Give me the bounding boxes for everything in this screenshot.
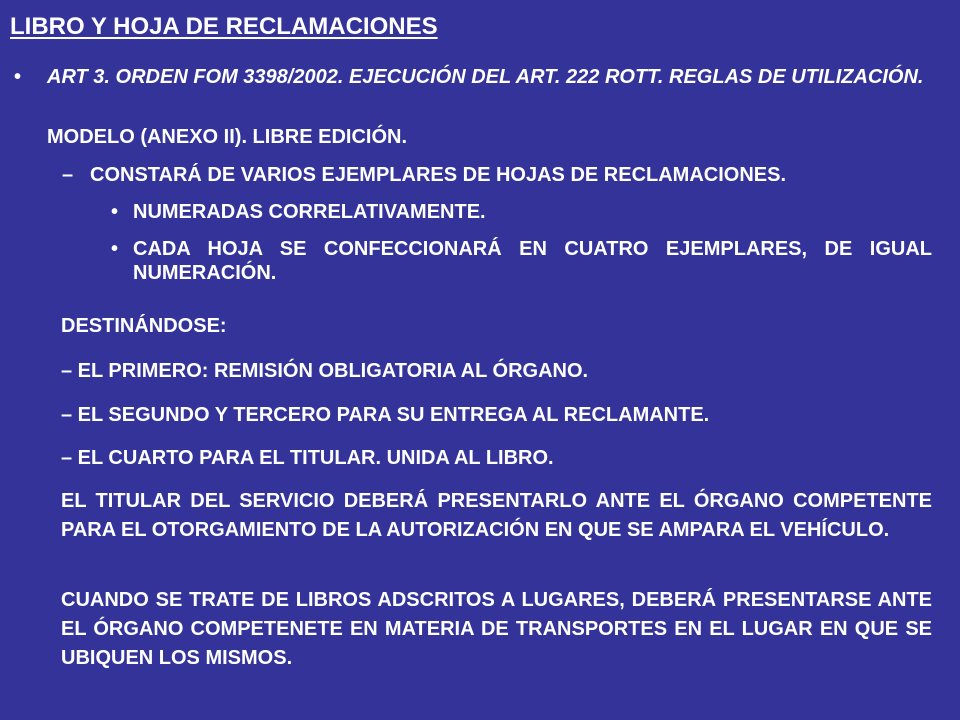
level3-item: CADA HOJA SE CONFECCIONARÁ EN CUATRO EJEMPLARES, DE IGUAL NUMERACIÓN.: [133, 238, 932, 284]
level1-text: ART 3. ORDEN FOM 3398/2002. EJECUCIÓN DEL ART. 222 ROTT. REGLAS DE UTILIZACIÓN.: [47, 66, 924, 88]
level3-item: NUMERADAS CORRELATIVAMENTE.: [133, 201, 486, 223]
body-line: – EL PRIMERO: REMISIÓN OBLIGATORIA AL ÓRGANO.: [61, 360, 589, 382]
level2-text: CONSTARÁ DE VARIOS EJEMPLARES DE HOJAS DE RECLAMACIONES.: [90, 164, 787, 186]
dash-marker: –: [62, 164, 74, 186]
bullet-marker: •: [111, 201, 119, 223]
bullet-marker: •: [111, 238, 119, 260]
body-paragraph: EL TITULAR DEL SERVICIO DEBERÁ PRESENTARLO ANTE EL ÓRGANO COMPETENTE PARA EL OTORGAMIENTO DE LA AUTORIZACIÓN EN QUE SE AMPARA EL VEHÍCULO.: [61, 490, 932, 541]
body-heading: DESTINÁNDOSE:: [61, 315, 227, 337]
bullet-marker: •: [14, 66, 22, 88]
body-paragraph: CUANDO SE TRATE DE LIBROS ADSCRITOS A LUGARES, DEBERÁ PRESENTARSE ANTE EL ÓRGANO COMPETENETE EN MATERIA DE TRANSPORTES EN EL LUGAR EN QUE SE UBIQUEN LOS MISMOS.: [61, 589, 932, 669]
body-line: – EL SEGUNDO Y TERCERO PARA SU ENTREGA AL RECLAMANTE.: [61, 404, 710, 426]
level1-subtext: MODELO (ANEXO II). LIBRE EDICIÓN.: [47, 126, 408, 148]
slide-title: LIBRO Y HOJA DE RECLAMACIONES: [10, 13, 438, 40]
body-line: – EL CUARTO PARA EL TITULAR. UNIDA AL LIBRO.: [61, 447, 554, 469]
